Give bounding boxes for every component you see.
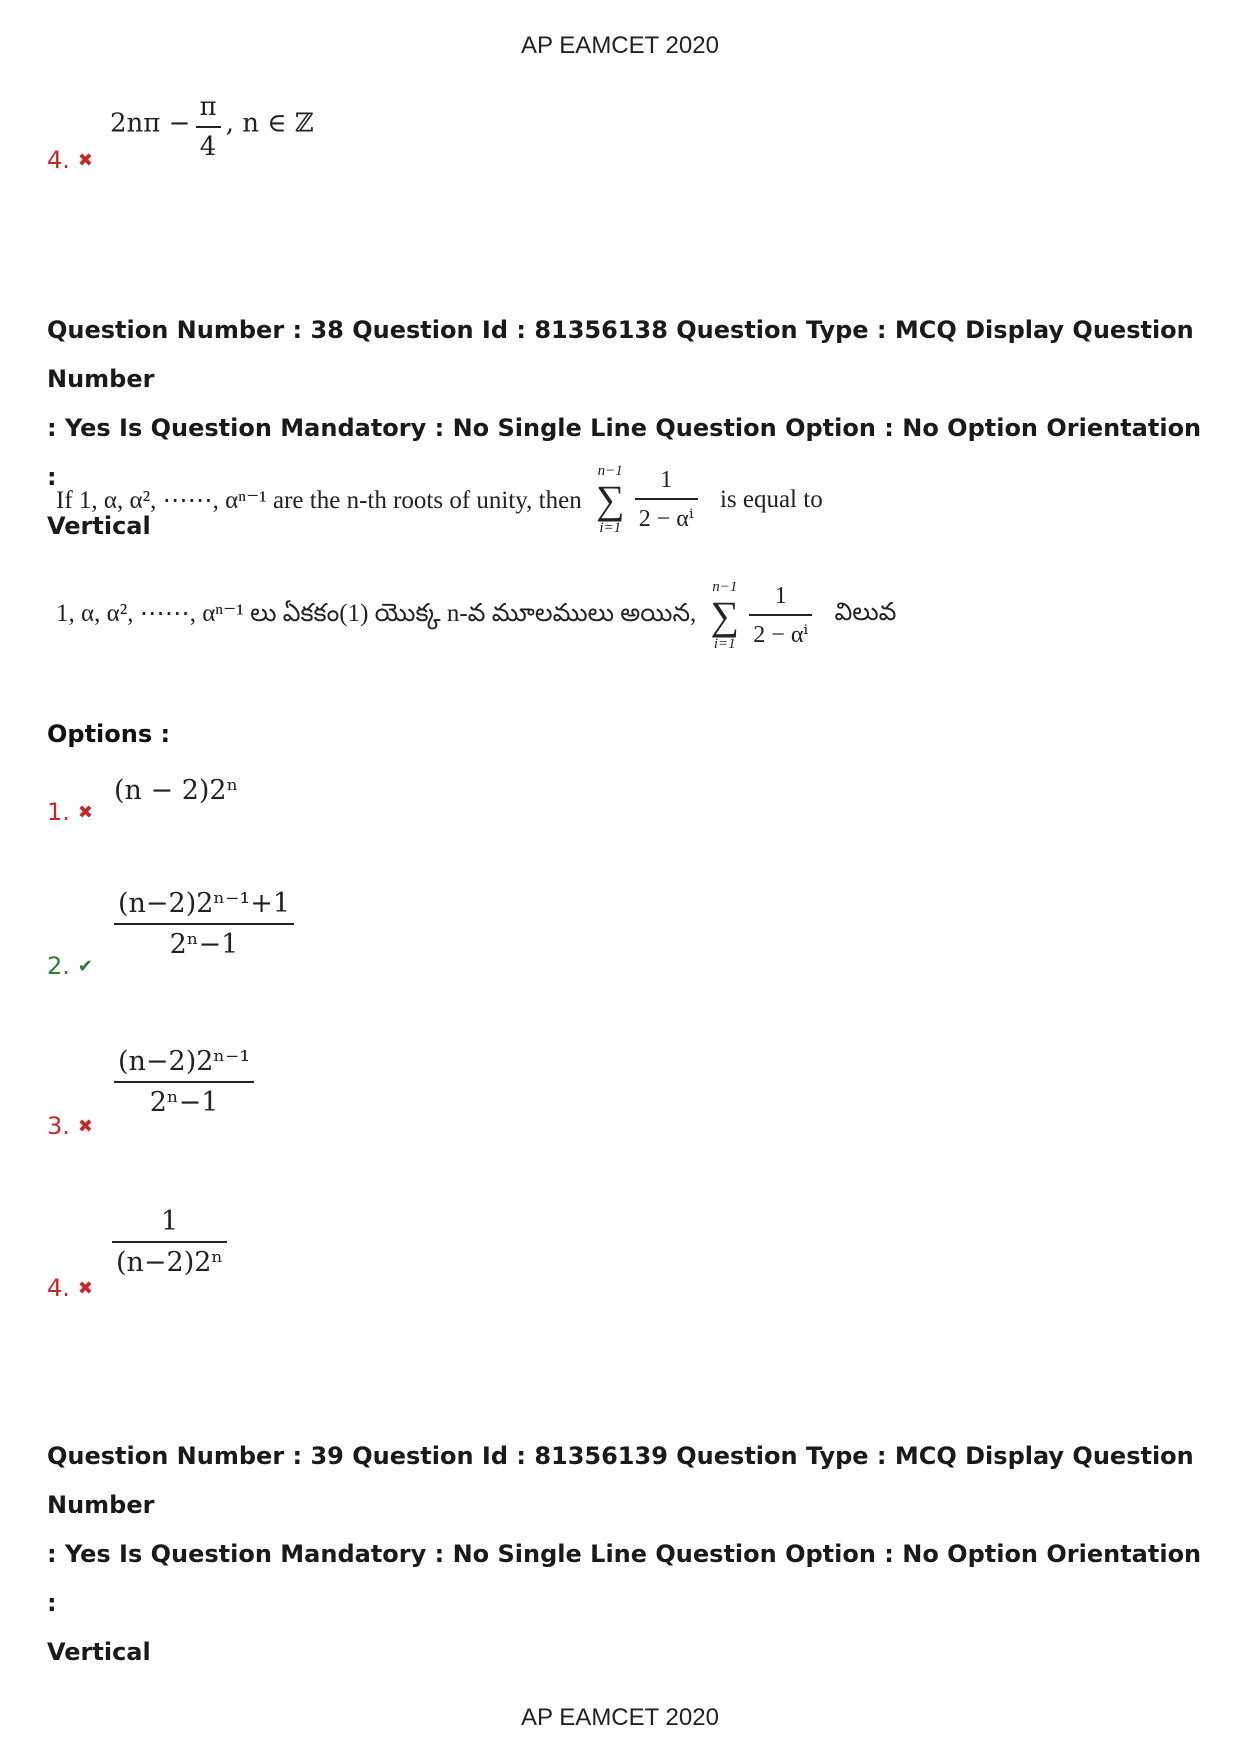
option-2-expression (114, 888, 294, 960)
option-2-den: 2ⁿ−1 (169, 929, 239, 960)
options-label: Options : (47, 720, 171, 748)
sum-lower-limit-te: i=1 (713, 636, 736, 652)
sum-lower-limit: i=1 (599, 520, 622, 536)
option-2-num: (n−2)2ⁿ⁻¹+1 (114, 888, 294, 925)
option-3-num: (n−2)2ⁿ⁻¹ (114, 1046, 254, 1083)
prev-option-4-label (47, 146, 93, 174)
prev-option-4-expression (110, 92, 314, 162)
question-39-meta (47, 1432, 1207, 1677)
wrong-mark-icon: ✖ (77, 1278, 93, 1299)
q38-te-suffix: విలువ (834, 599, 897, 626)
q39-meta-line3: Vertical (47, 1638, 151, 1666)
option-4-number: 4. (47, 1274, 70, 1302)
option-1-expression: (n − 2)2ⁿ (114, 775, 239, 806)
option-4-expression (112, 1206, 227, 1278)
option-4-den: (n−2)2ⁿ (116, 1247, 224, 1278)
summation-telugu (711, 580, 740, 652)
page-footer: AP EAMCET 2020 (521, 1704, 719, 1731)
sum-term-fraction-te (749, 583, 812, 649)
option-1-number: 1. (47, 798, 70, 826)
q38-te-prefix: 1, α, α², ⋯⋯, αⁿ⁻¹ లు ఏకకం(1) యొక్క n-వ మూలములు అయిన, (56, 600, 697, 627)
sigma-symbol: ∑ (595, 477, 625, 522)
summation-english (596, 464, 625, 536)
wrong-mark-icon: ✖ (77, 802, 93, 823)
sigma-symbol-te: ∑ (710, 593, 740, 638)
q38-statement-telugu (56, 580, 896, 652)
q38-en-suffix: is equal to (719, 486, 823, 513)
q38-en-prefix: If 1, α, α², ⋯⋯, αⁿ⁻¹ are the n-th roots of unity, then (56, 487, 582, 514)
prev-option-expr-tail: , n ∈ ℤ (225, 108, 314, 139)
wrong-mark-icon: ✖ (77, 1116, 93, 1137)
q38-statement-english (56, 464, 823, 536)
prev-option-expr-main: 2nπ − (110, 108, 191, 139)
sum-term-fraction (635, 467, 698, 533)
q39-meta-line1: Question Number : 39 Question Id : 81356139 Question Type : MCQ Display Question Number (47, 1442, 1194, 1519)
sum-term-num: 1 (635, 467, 698, 500)
option-3-den: 2ⁿ−1 (149, 1087, 219, 1118)
option-4-label (47, 1274, 93, 1302)
option-3-label (47, 1112, 93, 1140)
q38-meta-line3: Vertical (47, 512, 151, 540)
q38-meta-line2: : Yes Is Question Mandatory : No Single Line Question Option : No Option Orientation : (47, 414, 1202, 491)
option-3-expression (114, 1046, 254, 1118)
option-2-number: 2. (47, 952, 70, 980)
sum-term-den-te: 2 − αⁱ (753, 622, 809, 648)
sum-term-den: 2 − αⁱ (638, 506, 694, 532)
sum-term-num-te: 1 (749, 583, 812, 616)
option-1-label (47, 798, 93, 826)
q38-meta-line1: Question Number : 38 Question Id : 81356138 Question Type : MCQ Display Question Number (47, 316, 1194, 393)
correct-check-icon: ✔ (77, 956, 93, 977)
wrong-mark-icon: ✖ (77, 150, 93, 171)
prev-option-fraction (196, 92, 221, 162)
prev-option-number: 4. (47, 146, 70, 174)
sum-upper-limit: n−1 (597, 463, 623, 479)
option-2-label (47, 952, 93, 980)
q39-meta-line2: : Yes Is Question Mandatory : No Single Line Question Option : No Option Orientation : (47, 1540, 1202, 1617)
page-header: AP EAMCET 2020 (521, 32, 719, 59)
sum-upper-limit-te: n−1 (712, 579, 738, 595)
prev-option-frac-num: π (196, 92, 221, 128)
option-3-number: 3. (47, 1112, 70, 1140)
option-4-num: 1 (112, 1206, 227, 1243)
prev-option-frac-den: 4 (199, 132, 217, 162)
